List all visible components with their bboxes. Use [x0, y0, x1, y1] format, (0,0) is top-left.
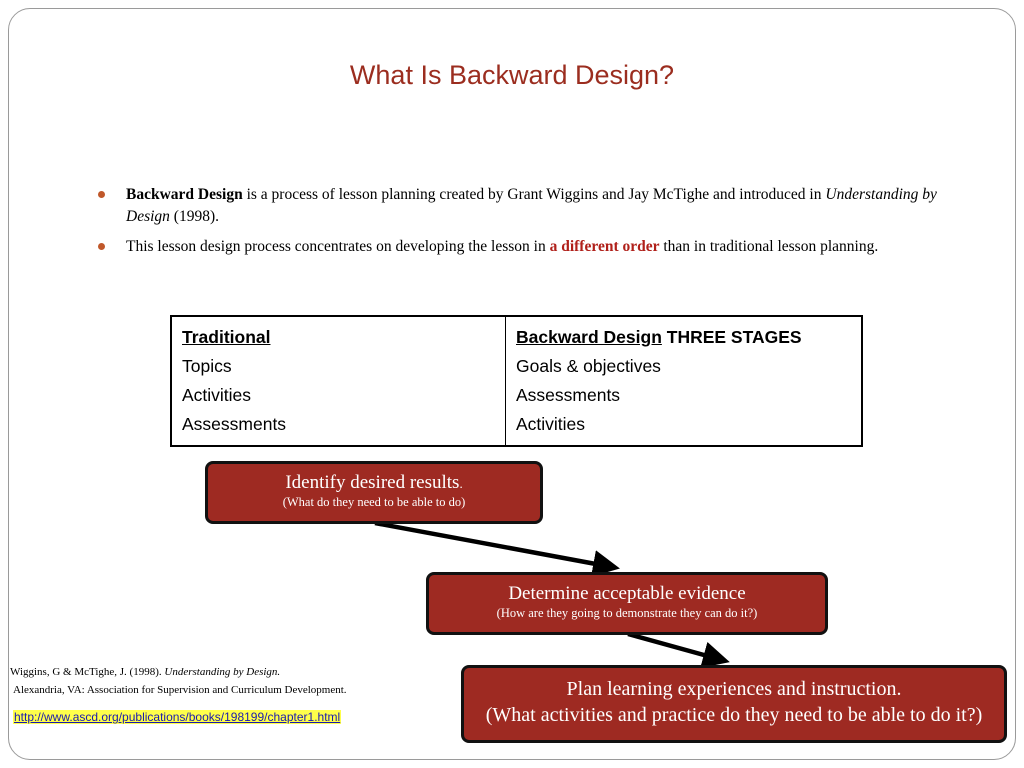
stage-determine-evidence	[426, 572, 828, 635]
traditional-item: Topics	[182, 356, 232, 376]
highlight-different-order: a different order	[549, 238, 660, 255]
bullet-text: This lesson design process concentrates on developing the lesson in	[126, 238, 550, 255]
backward-header-underlined: Backward Design	[516, 327, 662, 347]
source-link[interactable]: http://www.ascd.org/publications/books/198199/chapter1.html	[14, 710, 341, 724]
stage-title-period: .	[459, 476, 463, 491]
stage-title-text: Identify desired results	[285, 472, 460, 493]
citation-line-1	[10, 663, 347, 681]
backward-item: Activities	[516, 414, 586, 434]
stage-title: Plan learning experiences and instruction.	[566, 678, 902, 700]
citation	[10, 663, 347, 699]
traditional-header: Traditional	[182, 327, 271, 347]
stage-identify-results	[205, 461, 543, 524]
term-backward-design: Backward Design	[126, 186, 243, 203]
arrow-stage1-to-stage2	[375, 523, 612, 567]
book-title: Understanding by Design	[126, 186, 937, 225]
stage-plan-learning	[461, 665, 1007, 743]
stage-subtitle: (How are they going to demonstrate they can do it?)	[496, 606, 758, 620]
arrow-stage2-to-stage3	[628, 634, 722, 660]
citation-book-title: Understanding by Design.	[164, 666, 281, 678]
stage-title	[208, 472, 540, 494]
stage-title: Determine acceptable evidence	[508, 583, 746, 604]
slide-title: What Is Backward Design?	[349, 60, 675, 90]
citation-authors: Wiggins, G & McTighe, J. (1998).	[10, 666, 165, 678]
bullet-text: is a process of lesson planning created by Grant Wiggins and Jay McTighe and introduced in	[242, 186, 826, 203]
citation-line-2: Alexandria, VA: Association for Supervision and Curriculum Development.	[13, 684, 347, 696]
backward-item: Goals & objectives	[516, 356, 661, 376]
backward-header-rest: THREE STAGES	[661, 327, 802, 347]
bullet-text-end: than in traditional lesson planning.	[659, 238, 879, 255]
bullet-text-year: (1998).	[169, 208, 219, 225]
traditional-item: Assessments	[182, 414, 287, 434]
traditional-item: Activities	[182, 385, 252, 405]
stage-subtitle: (What do they need to be able to do)	[282, 495, 466, 509]
backward-item: Assessments	[516, 385, 621, 405]
stage-subtitle: (What activities and practice do they need to be able to do it?)	[485, 704, 983, 726]
